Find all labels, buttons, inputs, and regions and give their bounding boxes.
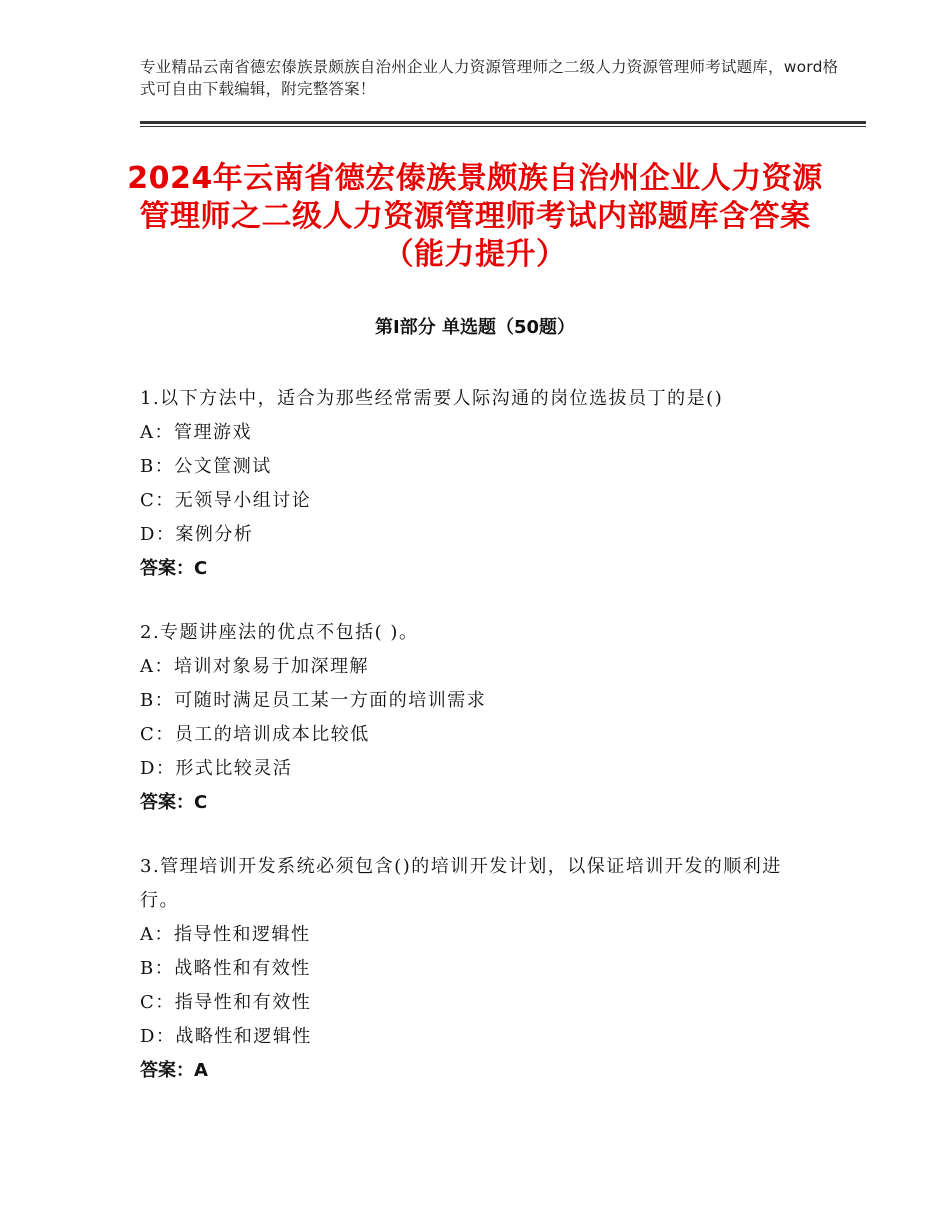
option-b: B：可随时满足员工某一方面的培训需求: [140, 690, 487, 711]
option-c: C：无领导小组讨论: [140, 490, 312, 511]
option-a: A：培训对象易于加深理解: [140, 656, 369, 677]
answer-line: 答案：A: [140, 1060, 208, 1081]
option-d: D：形式比较灵活: [140, 758, 293, 779]
question-3: [140, 850, 820, 1088]
document-title: 2024年云南省德宏傣族景颇族自治州企业人力资源管理师之二级人力资源管理师考试内部题库含答案（能力提升）: [127, 161, 823, 272]
option-d: D：案例分析: [140, 524, 254, 545]
question-1: [140, 382, 820, 586]
answer-line: 答案：C: [140, 792, 208, 813]
question-stem: 3.管理培训开发系统必须包含()的培训开发计划，以保证培训开发的顺利进行。: [140, 856, 782, 911]
option-a: A：指导性和逻辑性: [140, 924, 311, 945]
question-stem: 1.以下方法中，适合为那些经常需要人际沟通的岗位选拔员丁的是(): [140, 388, 724, 409]
header-divider-thin: [140, 126, 866, 127]
question-stem: 2.专题讲座法的优点不包括( )。: [140, 622, 419, 643]
option-b: B：公文筐测试: [140, 456, 272, 477]
option-a: A：管理游戏: [140, 422, 252, 443]
option-d: D：战略性和逻辑性: [140, 1026, 312, 1047]
question-2: [140, 616, 820, 820]
option-c: C：指导性和有效性: [140, 992, 312, 1013]
header-note: 专业精品云南省德宏傣族景颇族自治州企业人力资源管理师之二级人力资源管理师考试题库，word格式可自由下载编辑，附完整答案！: [140, 58, 839, 98]
section-title: 第Ⅰ部分 单选题（50题）: [374, 317, 575, 338]
question-list: [140, 382, 820, 1118]
option-b: B：战略性和有效性: [140, 958, 311, 979]
option-c: C：员工的培训成本比较低: [140, 724, 370, 745]
header-divider-thick: [140, 121, 866, 124]
answer-line: 答案：C: [140, 558, 208, 579]
